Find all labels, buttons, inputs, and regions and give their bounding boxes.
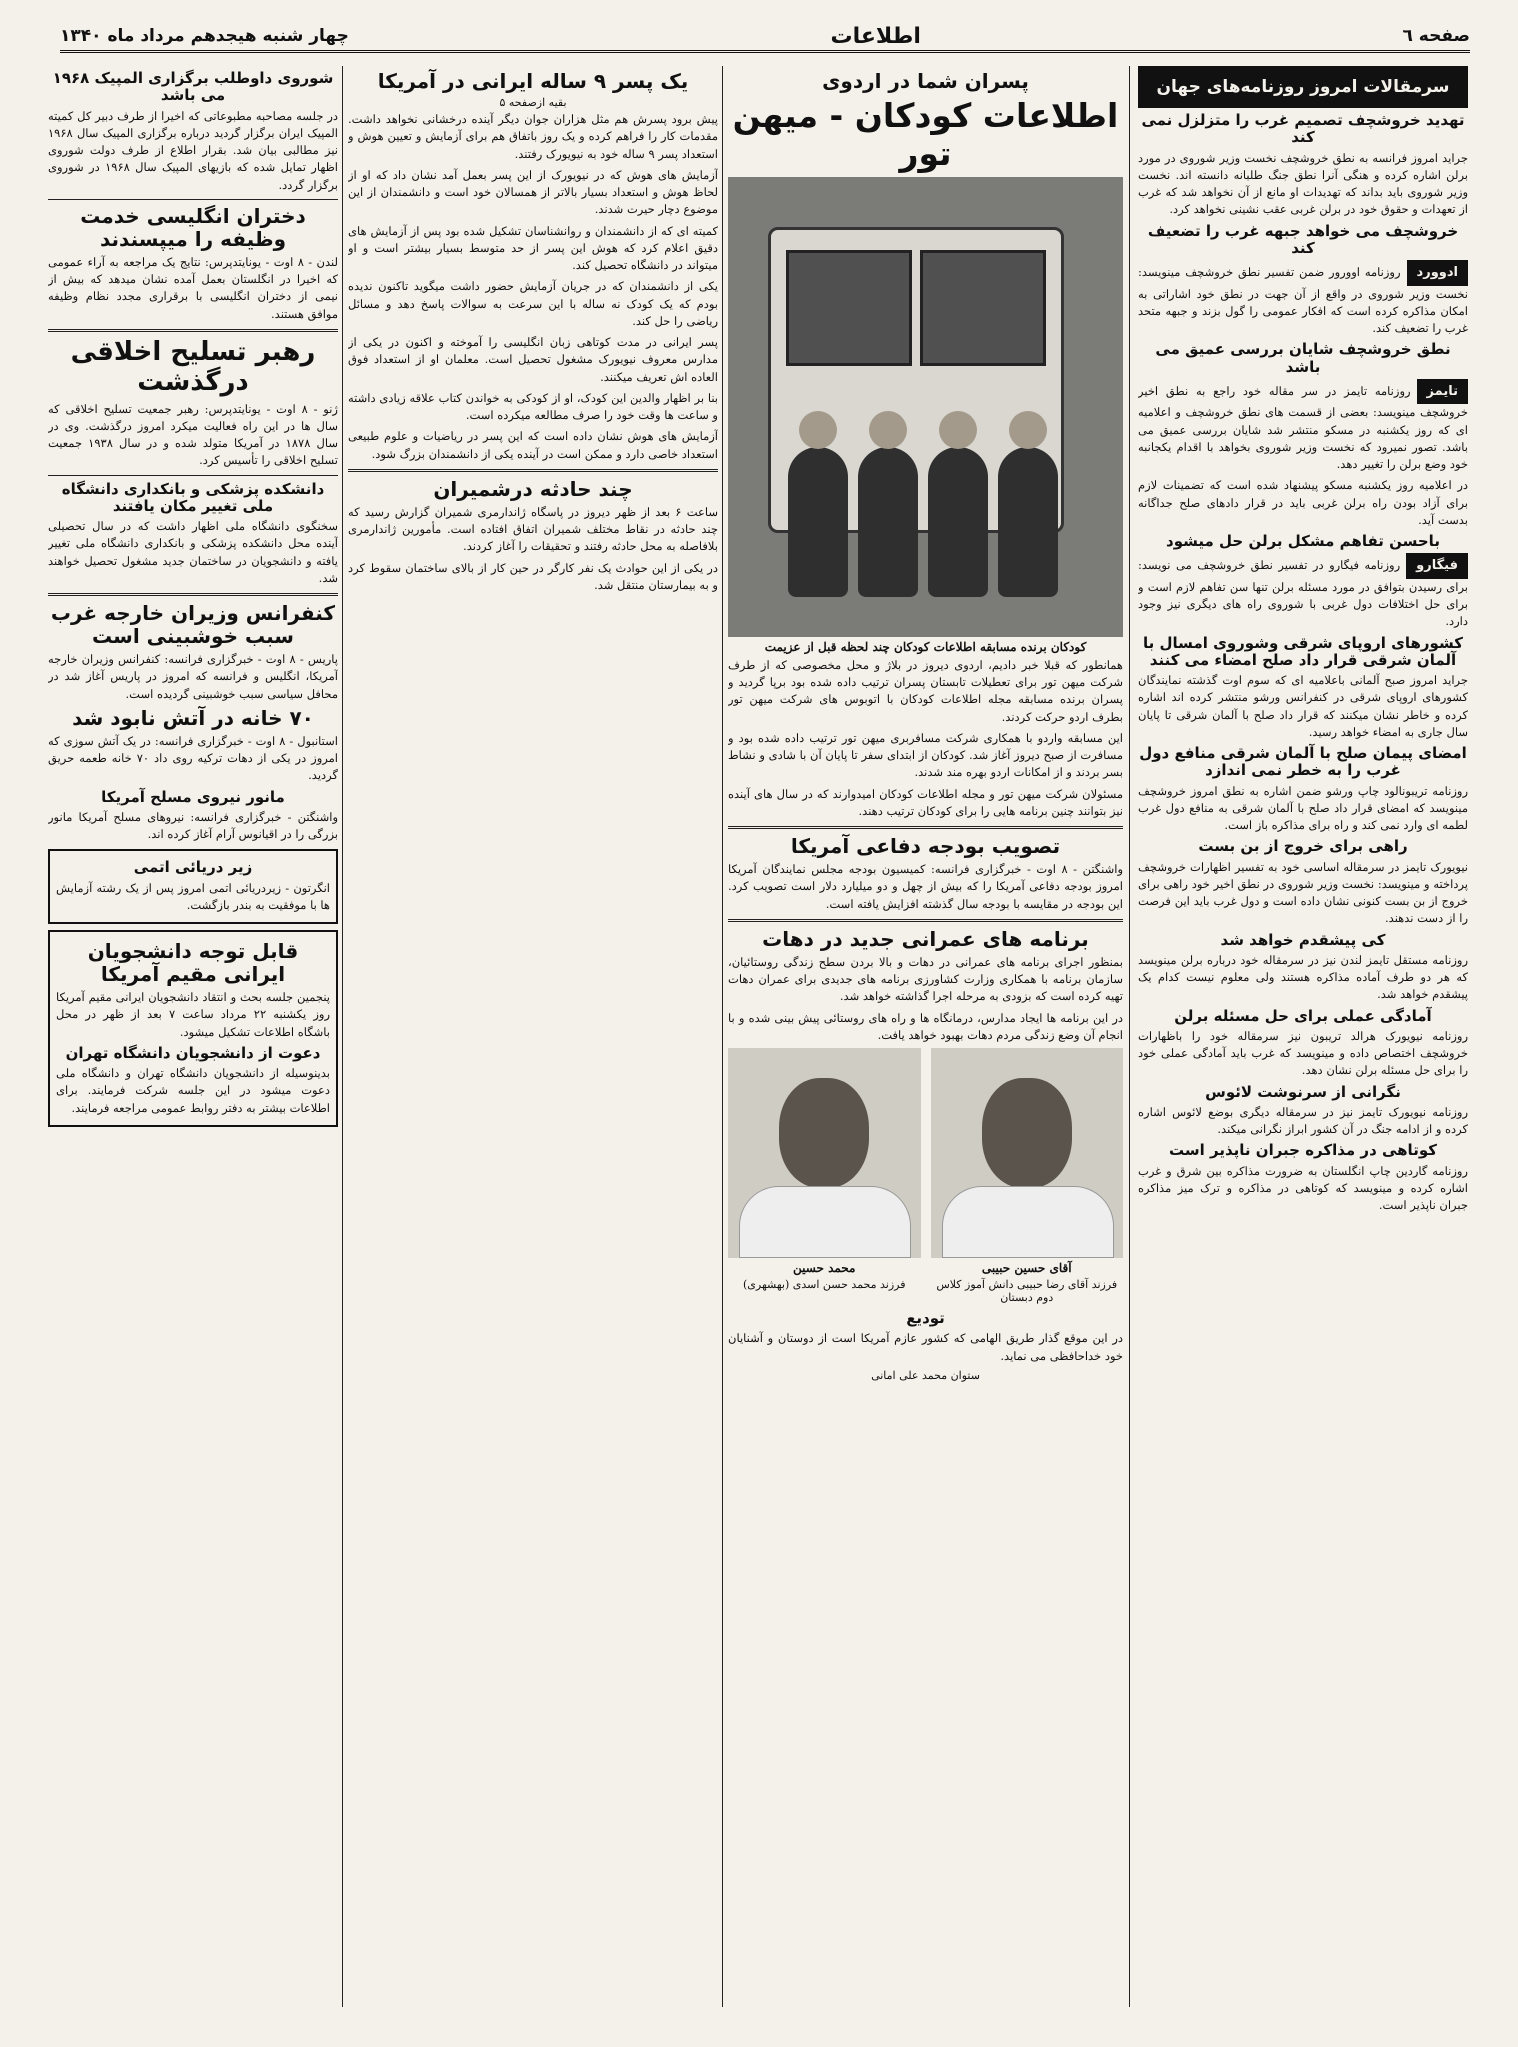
newspaper-name: اطلاعات — [830, 23, 921, 49]
boxed-notice — [48, 849, 338, 924]
masthead — [60, 22, 1470, 53]
headline: نگرانی از سرنوشت لائوس — [1205, 1082, 1401, 1101]
boxed-notice — [48, 930, 338, 1127]
continued-note: بقیه ازصفحه ۵ — [499, 96, 567, 109]
article-text: همانطور که قبلا خبر دادیم، اردوی دیروز در بلاژ و محل مخصوصی که از طرف شرکت میهن تور برای تعطیلات تابستان پسران ترتیب داده شده بود برپا گردید و پسران برنده مسابقه مجله اطلاعات کودکان با اتوبوس های شرکت میهن تور بطرف اردو حرکت کردند. — [728, 657, 1123, 724]
article-text: لندن - ۸ اوت - یونایتدپرس: نتایج یک مراجعه به آراء عمومی که اخیرا در انگلستان بعمل آمده نشان میدهد که بیش از نیمی از دختران انگلیسی با برقراری مجدد نظام وظیفه موافق هستند. — [48, 254, 338, 321]
article-text: بمنظور اجرای برنامه های عمرانی در دهات و بالا بردن سطح زندگی روستائیان، سازمان برنامه با همکاری وزارت کشاورزی برنامه های جدیدی برای عمران دهات تهیه کرده است که بزودی به مرحله اجرا گذاشته خواهد شد. — [728, 954, 1123, 1004]
portrait-block — [728, 1048, 921, 1306]
article-text: آزمایش های هوش نشان داده است که این پسر در ریاضیات و علوم طبیعی استعداد خاصی دارد و ممکن است در آینده یکی از دانشمندان بزرگ شود. — [348, 429, 718, 461]
divider — [348, 469, 718, 472]
issue-date: چهار شنبه هیجدهم مرداد ماه ۱۳۴۰ — [60, 26, 349, 46]
photo-caption: کودکان برنده مسابقه اطلاعات کودکان چند لحظه قبل از عزیمت — [764, 639, 1087, 654]
article-text: بدینوسیله از دانشجویان دانشگاه تهران و دانشگاه ملی دعوت میشود در این جلسه شرکت فرمایند. برای اطلاعات بیشتر به دفتر روابط عمومی مراجعه فرمایند. — [56, 1066, 330, 1115]
article-text: روزنامه گاردین چاپ انگلستان به ضرورت مذاکره بین شرق و غرب اشاره کرده و مینویسد که کوتاهی در مذاکره و ترک میز مذاکره جبران ناپذیر است. — [1138, 1163, 1468, 1212]
headline: رهبر تسلیح اخلاقی درگذشت — [70, 336, 316, 397]
headline: قابل توجه دانشجویان ایرانی مقیم آمریکا — [87, 939, 299, 987]
headline: برنامه های عمرانی جدید در دهات — [762, 926, 1089, 951]
column-world-press — [1138, 66, 1468, 2007]
column-rule — [1129, 66, 1130, 2007]
article-text — [1138, 379, 1468, 474]
press-tag: فیگارو — [1406, 553, 1468, 579]
headline: کی پیشقدم خواهد شد — [1220, 930, 1386, 949]
article-text: پسر ایرانی در مدت کوتاهی زبان انگلیسی را آموخته و اکنون در یکی از مدارس معروف نیویورک مشغول تحصیل است. معلمان او از استعداد فوق العاده اش تعریف میکنند. — [348, 335, 718, 384]
article-text: سخنگوی دانشگاه ملی اظهار داشت که در سال تحصیلی آینده محل دانشکده پزشکی و بانکداری دانشگاه ملی تغییر یافته و دانشجویان در ساختمان جدید مشغول تحصیل خواهند شد. — [48, 519, 338, 585]
headline: آمادگی عملی برای حل مسئله برلن — [1174, 1006, 1432, 1025]
article-text: پاریس - ۸ اوت - خبرگزاری فرانسه: کنفرانس وزیران خارجه آمریکا، انگلیس و فرانسه که امروز در پاریس آغاز شد در محافل سیاسی سبب خوشبینی گردیده است. — [48, 652, 338, 701]
headline: شوروی داوطلب برگزاری المپیک ۱۹۶۸ می باشد — [52, 69, 334, 105]
child-figure — [928, 447, 988, 597]
article-text: در یکی از این حوادث یک نفر کارگر در حین کار از بالای ساختمان سقوط کرد و به بیمارستان منتقل شد. — [348, 560, 718, 592]
article-text: آزمایش های هوش که در نیویورک از این پسر بعمل آمد نشان داد که او از لحاظ هوش و استعداد بسیار بالاتر از همسالان خود است و دانشمندان از این موضوع دچار حیرت شدند. — [348, 167, 718, 217]
article-text: مسئولان شرکت میهن تور و مجله اطلاعات کودکان امیدوارند که در سال های آینده نیز بتوانند چنین برنامه هایی را برای کودکان ترتیب دهند. — [728, 786, 1123, 818]
headline: خروشچف می خواهد جبهه غرب را تضعیف کند — [1147, 221, 1459, 257]
article-text: پیش برود پسرش هم مثل هزاران جوان دیگر آینده درخشانی نخواهد داشت. مقدمات کار را فراهم کرده و یک روز باتفاق هم برای آزمایش و تعیین هوش و استعداد پسر ۹ ساله خود به نیویورک رفتند. — [348, 112, 718, 161]
section-banner: سرمقالات امروز روزنامه‌های جهان — [1138, 66, 1468, 108]
article-text-body: روزنامه اوورور ضمن تفسیر نطق خروشچف مینویسد: نخست وزیر شوروی در واقع از آن جهت در نطق خود اشاراتی به امکان مذاکره کرده است که افکار عمومی را گول بزند و جبهه متحد غرب را تضعیف کند. — [1138, 265, 1468, 335]
column-briefs — [48, 66, 338, 2007]
portrait-row — [728, 1048, 1123, 1306]
headline: توديع — [906, 1309, 945, 1328]
portrait-subcaption: فرزند آقای رضا حبیبی دانش آموز کلاس دوم دبستان — [936, 1278, 1118, 1305]
article-text — [1138, 553, 1468, 630]
article-text: در جلسه مصاحبه مطبوعاتی که اخیرا از طرف دبیر کل کمیته المپیک ایران برگزار گردید درباره برگزاری المپیک سال ۱۹۶۸ نیز مطالبی بیان شد. بقرار اطلاع از طرف دولت شوروی اظهار تمایل شده که بازیهای المپیک سال ۱۹۶۸ در شوروی برگزار گردد. — [48, 108, 338, 192]
headline: باحسن تفاهم مشکل برلن حل میشود — [1166, 532, 1440, 550]
headline: نطق خروشچف شایان بررسی عمیق می باشد — [1155, 340, 1451, 376]
article-text: پنجمین جلسه بحث و انتقاد دانشجویان ایرانی مقیم آمریکا روز یکشنبه ۲۲ مرداد ساعت ۷ بعد از ظهر در محل باشگاه اطلاعات تشکیل میشود. — [56, 990, 331, 1039]
article-text: ساعت ۶ بعد از ظهر دیروز در پاسگاه ژاندارمری شمیران گزارش رسید که چند حادثه در نقاط مختلف شمیران اتفاق افتاده است. مأمورین ژاندارمری بلافاصله به محل حادثه رفتند و تحقیقات را آغاز کردند. — [348, 504, 718, 554]
article-text: کمیته ای که از دانشمندان و روانشناسان تشکیل شده بود پس از آزمایش های دقیق اعلام کرد که هوش این پسر از حد متوسط بسیار بیشتر است و او میتواند در دانشگاه تحصیل کند. — [348, 223, 718, 272]
article-text: واشنگتن - ۸ اوت - خبرگزاری فرانسه: کمیسیون بودجه مجلس نمایندگان آمریکا امروز بودجه دفاعی آمریکا را که بیش از چهل و دو میلیارد دلار است تصویب کرد. این بودجه در مقایسه با بودجه سال گذشته افزایش یافته است. — [728, 862, 1123, 911]
article-text: واشنگتن - خبرگزاری فرانسه: نیروهای مسلح آمریکا مانور بزرگی را در اقیانوس آرام آغاز کرده اند. — [48, 809, 338, 842]
headline: زیر دریائی اتمی — [133, 858, 253, 877]
bus-window — [786, 250, 912, 366]
headline: دختران انگلیسی خدمت وظیفه را میپسندند — [80, 203, 306, 251]
signature: ستوان محمد علی امانی — [871, 1368, 980, 1382]
headline: امضای پیمان صلح با آلمان شرقی منافع دول غرب را به خطر نمی اندازد — [1139, 744, 1467, 780]
headline: چند حادثه درشمیران — [433, 476, 633, 501]
headline: دعوت از دانشجویان دانشگاه تهران — [65, 1043, 321, 1062]
headline: کوتاهی در مذاکره جبران ناپذیر است — [1169, 1141, 1437, 1160]
divider — [48, 199, 338, 200]
article-text: بنا بر اظهار والدین این کودک، او از کودکی به خواندن کتاب علاقه زیادی داشته و ساعت ها وقت خود را صرف مطالعه میکرده است. — [348, 390, 718, 422]
article-text: نیویورک تایمز در سرمقاله اساسی خود به تفسیر اظهارات خروشچف پرداخته و مینویسد: نخست وزیر شوروی در نطق اخیر خود راهی برای خروج از بن بست کنونی نشان داده است و دول غرب باید این فرصت را از دست ندهند. — [1138, 859, 1468, 926]
headline: تصویب بودجه دفاعی آمریکا — [790, 834, 1061, 859]
divider — [48, 593, 338, 596]
article-text-body: روزنامه فیگارو در تفسیر نطق خروشچف می نویسد: برای رسیدن بتوافق در مورد مسئله برلن تنها سن تفاهم لازم است و برای حل اختلافات دول غربی با شوروی راه های دیگری نیز وجود دارد. — [1138, 558, 1468, 629]
article-text-body: روزنامه تایمز در سر مقاله خود راجع به نطق اخیر خروشچف مینویسد: بعضی از قسمت های نطق خروشچف و اعلامیه ای که روز یکشنبه در مسکو منتشر شد شایان بررسی عمیق می باشد. تصور نمیرود که نخست وزیر شوروی بخواهد با اقدام یکجانبه خود وضع برلن را تغییر دهد. — [1138, 383, 1468, 471]
divider — [48, 329, 338, 332]
headline: دانشکده پزشکی و بانکداری دانشگاه ملی تغییر مکان یافتند — [61, 479, 325, 515]
headline: تهدید خروشچف تصمیم غرب را متزلزل نمی کند — [1141, 111, 1465, 147]
headline: کنفرانس وزیران خارجه غرب سبب خوشبینی است — [50, 601, 336, 649]
article-text: جراید امروز فرانسه به نطق خروشچف نخست وزیر شوروی در مورد برلن اشاره کرده و هنگی آنرا نطق جنگ طلبانه دانسته اند. نخست وزیر شوروی باید بداند که تهدیدات او مانع از آن نخواهد شد که غرب از تعهدات و حقوق خود در برلن غربی عقب نشینی نخواهد کرد. — [1138, 150, 1468, 217]
article-text: در این موقع گذار طریق الهامی که کشور عازم آمریکا است از دوستان و آشنایان خود خداحافظی می نماید. — [728, 1331, 1123, 1363]
portrait-caption: آقای حسین حبیبی — [981, 1261, 1072, 1276]
portrait-block — [931, 1048, 1124, 1306]
article-text: یکی از دانشمندان که در جریان آزمایش حضور داشت میگوید تاکنون ندیده بودم که یک کودک نه ساله با این سرعت به سوالات پاسخ دهد و مسائل ریاضی را حل کند. — [348, 279, 718, 328]
press-tag: ادوورد — [1407, 260, 1468, 286]
column-iranian-boy — [348, 66, 718, 2007]
article-text: ژنو - ۸ اوت - یونایتدپرس: رهبر جمعیت تسلیح اخلاقی که سال ها در این راه فعالیت میکرد امروز درگذشت. وی در سال ۱۸۷۸ در آمریکا متولد شده و در سال ۱۹۳۸ جمعیت تسلیح اخلاقی را تأسیس کرد. — [48, 401, 338, 468]
headline: یک پسر ۹ ساله ایرانی در آمریکا — [377, 69, 689, 93]
child-figure — [998, 447, 1058, 597]
column-children-camp — [728, 66, 1123, 2007]
kicker: پسران شما در اردوی — [822, 69, 1029, 93]
column-rule — [342, 66, 343, 2007]
article-text: استانبول - ۸ اوت - خبرگزاری فرانسه: در یک آتش سوزی که امروز در یکی از دهات ترکیه روی داد ۷۰ خانه طعمه حریق گردید. — [48, 733, 338, 783]
page-number: صفحه ٦ — [1402, 26, 1470, 46]
headline: راهی برای خروج از بن بست — [1198, 837, 1408, 856]
article-text: روزنامه تریبونالود چاپ ورشو ضمن اشاره به نطق امروز خروشچف مینویسد که امضای قرار داد صلح با آلمان شرقی به منافع دول غرب لطمه ای وارد نمی کند و راه برای مذاکره باز است. — [1138, 783, 1468, 832]
portrait-subcaption: فرزند محمد حسن اسدی (بهشهری) — [742, 1278, 906, 1292]
child-figure — [788, 447, 848, 597]
article-text: انگرتون - زیردریائی اتمی امروز پس از یک رشته آزمایش ها با موفقیت به بندر بازگشت. — [56, 880, 330, 912]
headline: کشورهای اروپای شرقی وشوروی امسال با آلمان شرقی قرار داد صلح امضاء می کنند — [1143, 633, 1463, 669]
article-text: در اعلامیه روز یکشنبه مسکو پیشنهاد شده است که تضمینات لازم برای آزاد بودن راه برلن غربی باید در قرار دادهای صلح جداگانه بدست آید. — [1138, 478, 1468, 527]
boy-portrait-photo — [931, 1048, 1124, 1258]
press-tag: تایمز — [1417, 379, 1468, 405]
bus-photo — [728, 177, 1123, 637]
headline: مانور نیروی مسلح آمریکا — [101, 787, 285, 806]
article-text: روزنامه نیویورک هرالد تریبون نیز سرمقاله خود را باظهارات خروشچف اختصاص داده و مینویسد که غرب باید آمادگی عملی خود را برای حل مسئله برلن نشان دهد. — [1138, 1028, 1468, 1078]
divider — [48, 475, 338, 476]
article-text — [1138, 260, 1468, 337]
child-figure — [858, 447, 918, 597]
divider — [728, 919, 1123, 922]
headline: ۷۰ خانه در آتش نابود شد — [72, 705, 314, 730]
article-text: جراید امروز صبح آلمانی باعلامیه ای که سوم اوت گذشته نمایندگان کشورهای اروپای شرقی در کنفرانس ورشو منتشر کرده اند اشاره کرده و خاطر نشان میکنند که قرار داد صلح با آلمان شرقی تا پایان سال جاری به امضاء خواهد رسید. — [1138, 673, 1468, 739]
boy-portrait-photo — [728, 1048, 921, 1258]
article-text: در این برنامه ها ایجاد مدارس، درمانگاه ها و راه های روستائی پیش بینی شده و با انجام آن وضع زندگی مردم دهات بهبود خواهد یافت. — [728, 1010, 1123, 1042]
main-headline: اطلاعات کودکان - میهن تور — [732, 96, 1119, 173]
divider — [728, 826, 1123, 829]
column-rule — [722, 66, 723, 2007]
bus-window — [920, 250, 1046, 366]
article-text: روزنامه مستقل تایمز لندن نیز در سرمقاله خود درباره برلن مینویسد که هر دو طرف آماده مذاکره هستند ولی معلوم نیست کدام یک پیشقدم خواهد شد. — [1138, 952, 1468, 1002]
article-text: روزنامه نیویورک تایمز نیز در سرمقاله دیگری بوضع لائوس اشاره کرده و از ادامه جنگ در آن کشور ابراز نگرانی میکند. — [1138, 1104, 1468, 1136]
portrait-caption: محمد حسین — [793, 1261, 856, 1276]
article-text: این مسابقه واردو با همکاری شرکت مسافربری میهن تور ترتیب داده شده بود و مسافرت از صبح دیروز آغاز شد. کودکان از ابتدای سفر تا پایان آن با شادی و نشاط بسر بردند و از امکانات اردو بهره مند شدند. — [728, 730, 1123, 780]
